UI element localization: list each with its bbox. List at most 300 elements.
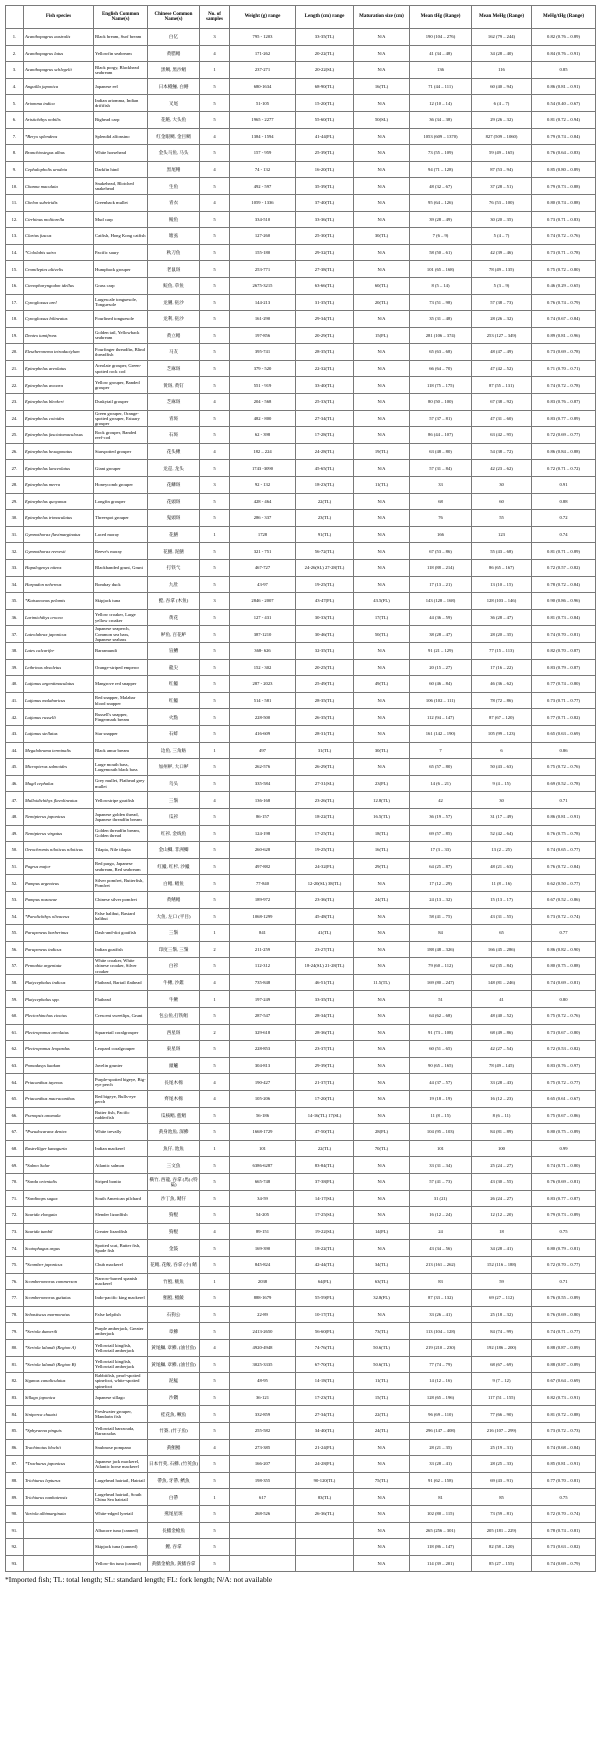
cell-samples: 5: [200, 228, 230, 245]
cell-index: 44.: [6, 742, 24, 759]
cell-index: 23.: [6, 394, 24, 411]
cell-chinese-name: 秋刀鱼: [148, 244, 200, 261]
table-row: [6, 808, 596, 825]
cell-maturation: N/A: [354, 394, 410, 411]
cell-index: 53.: [6, 891, 24, 908]
cell-index: 72.: [6, 1207, 24, 1224]
cell-english-name: Grey mullet, Flathead grey mullet: [94, 775, 148, 792]
cell-samples: 5: [200, 560, 230, 577]
cell-mehg: 166 (45 – 286): [472, 941, 532, 958]
cell-samples: 5: [200, 427, 230, 444]
cell-weight: 321 - 751: [230, 543, 296, 560]
cell-english-name: Indo-pacific king mackerel: [94, 1290, 148, 1307]
table-row: [6, 643, 596, 660]
cell-weight: 92 - 132: [230, 477, 296, 494]
cell-ratio: 0.78 (0.72 – 0.84): [532, 576, 596, 593]
cell-samples: 5: [200, 858, 230, 875]
cell-english-name: Golden threadfin bream, Golden thread: [94, 825, 148, 842]
cell-maturation: N/A: [354, 643, 410, 660]
cell-length: 56-60(FL): [296, 1323, 354, 1340]
cell-weight: 665-748: [230, 1174, 296, 1191]
cell-length: 83(TL): [296, 1489, 354, 1506]
table-row: [6, 277, 596, 294]
cell-english-name: Japanese golden thread, Japanese threadfin bream: [94, 808, 148, 825]
table-row: [6, 1439, 596, 1456]
cell-mehg: 59 (49 – 165): [472, 145, 532, 162]
cell-thg: 136: [410, 62, 472, 79]
cell-english-name: White trevally: [94, 1124, 148, 1141]
cell-samples: 5: [200, 1456, 230, 1473]
cell-maturation: N/A: [354, 925, 410, 942]
cell-mehg: 216 (107 – 299): [472, 1422, 532, 1439]
cell-species: Chelon subviridis: [24, 194, 94, 211]
cell-length: 30-33(TL): [296, 609, 354, 626]
cell-mehg: 8 (6 – 11): [472, 1107, 532, 1124]
cell-chinese-name: 包公鱼,打铁鲳: [148, 1008, 200, 1025]
table-row: [6, 991, 596, 1008]
cell-english-name: Yellow-fin tuna (canned): [94, 1555, 148, 1572]
table-row: [6, 825, 596, 842]
table-row: [6, 543, 596, 560]
cell-length: 64(FL): [296, 1273, 354, 1290]
cell-maturation: N/A: [354, 261, 410, 278]
cell-samples: 5: [200, 659, 230, 676]
cell-index: 42.: [6, 709, 24, 726]
cell-english-name: Leopard coralgrouper: [94, 1041, 148, 1058]
cell-chinese-name: 芝麻斑: [148, 360, 200, 377]
cell-maturation: N/A: [354, 145, 410, 162]
cell-samples: 5: [200, 692, 230, 709]
cell-ratio: 0.71: [532, 792, 596, 809]
table-row: [6, 1422, 596, 1439]
cell-samples: 5: [200, 327, 230, 344]
table-row: [6, 410, 596, 427]
cell-mehg: 63 (42 – 95): [472, 427, 532, 444]
cell-species: Variola albimarginata: [24, 1505, 94, 1522]
cell-english-name: Skipjack tuna: [94, 593, 148, 610]
cell-weight: 54-205: [230, 1207, 296, 1224]
cell-english-name: Darkfin hind: [94, 161, 148, 178]
cell-english-name: Giant grouper: [94, 460, 148, 477]
cell-english-name: White horsehead: [94, 145, 148, 162]
cell-ratio: 0.77 (0.71 – 0.82): [532, 709, 596, 726]
table-row: [6, 178, 596, 195]
cell-maturation: 19(TL): [354, 443, 410, 460]
cell-mehg: 6: [472, 742, 532, 759]
cell-english-name: Indian goatfish: [94, 941, 148, 958]
cell-species: Cynoglossus bilineatus: [24, 311, 94, 328]
table-row: [6, 1074, 596, 1091]
cell-weight: 56-186: [230, 1107, 296, 1124]
cell-mehg: 60: [472, 493, 532, 510]
cell-mehg: 827 (509 – 1060): [472, 128, 532, 145]
cell-index: 33.: [6, 560, 24, 577]
cell-thg: 57 (37 – 81): [410, 410, 472, 427]
cell-weight: 467-727: [230, 560, 296, 577]
cell-english-name: White croaker, White chinese croaker, Silver croaker: [94, 958, 148, 975]
cell-samples: 5: [200, 1190, 230, 1207]
cell-species: Scomberomorus commerson: [24, 1273, 94, 1290]
cell-ratio: 0.85: [532, 62, 596, 79]
cell-samples: 5: [200, 1472, 230, 1489]
cell-english-name: Yellowtail kingfish, Yellowtail amberjack: [94, 1356, 148, 1373]
cell-length: 30-46(TL): [296, 626, 354, 643]
cell-thg: 84: [410, 925, 472, 942]
cell-index: 32.: [6, 543, 24, 560]
cell-thg: 63 (48 – 80): [410, 443, 472, 460]
cell-mehg: 6 (4 – 7): [472, 95, 532, 112]
cell-ratio: 0.86 (0.82 – 0.90): [532, 941, 596, 958]
cell-species: Scomberomorus guttatus: [24, 1290, 94, 1307]
cell-species: *Katsuwonus pelamis: [24, 593, 94, 610]
cell-english-name: Star snapper: [94, 725, 148, 742]
cell-chinese-name: 生鱼: [148, 178, 200, 195]
table-row: [6, 1489, 596, 1506]
cell-species: Cynoglossus arel: [24, 294, 94, 311]
cell-species: Plectorhinchus cinctus: [24, 1008, 94, 1025]
cell-ratio: 0.81 (0.72 – 0.88): [532, 1406, 596, 1423]
cell-mehg: 25 (18 – 32): [472, 1306, 532, 1323]
cell-species: Epinephelus awoara: [24, 377, 94, 394]
cell-length: 10-17(TL): [296, 1306, 354, 1323]
cell-maturation: N/A: [354, 576, 410, 593]
cell-thg: 94 (71 – 128): [410, 161, 472, 178]
cell-english-name: Yellowstripe goatfish: [94, 792, 148, 809]
cell-index: 80.: [6, 1339, 24, 1356]
cell-chinese-name: 白亿: [148, 29, 200, 46]
cell-species: Siganus canaliculatus: [24, 1373, 94, 1390]
cell-chinese-name: 红鱲, 红杉, 沙鱲: [148, 858, 200, 875]
cell-samples: 5: [200, 808, 230, 825]
cell-chinese-name: 金山鲫, 非洲鲫: [148, 842, 200, 859]
cell-weight: 368- 626: [230, 643, 296, 660]
cell-maturation: 11(TL): [354, 1373, 410, 1390]
cell-chinese-name: 黃尾鰤, 章鰺, (油甘魚): [148, 1339, 200, 1356]
cell-samples: 5: [200, 1422, 230, 1439]
cell-index: 49.: [6, 825, 24, 842]
table-row: [6, 1240, 596, 1257]
cell-weight: 416-609: [230, 725, 296, 742]
cell-length: 56-72(TL): [296, 543, 354, 560]
cell-mehg: 48 (21 – 63): [472, 858, 532, 875]
cell-english-name: Javelin grunter: [94, 1057, 148, 1074]
cell-length: 41(TL): [296, 925, 354, 942]
cell-index: 40.: [6, 676, 24, 693]
cell-maturation: 34(TL): [354, 1256, 410, 1273]
cell-mehg: 123: [472, 526, 532, 543]
cell-samples: 1: [200, 991, 230, 1008]
cell-samples: 5: [200, 1306, 230, 1323]
cell-thg: 33: [410, 477, 472, 494]
cell-english-name: Mud carp: [94, 211, 148, 228]
cell-length: 19-22(SL): [296, 1223, 354, 1240]
cell-maturation: N/A: [354, 1207, 410, 1224]
cell-index: 64.: [6, 1074, 24, 1091]
cell-species: Pampus nozawae: [24, 891, 94, 908]
cell-species: Pomadasys kaakan: [24, 1057, 94, 1074]
cell-weight: 36-121: [230, 1389, 296, 1406]
cell-samples: 5: [200, 759, 230, 776]
cell-species: Pampus argenteus: [24, 875, 94, 892]
cell-species: Epinephelus bleekeri: [24, 394, 94, 411]
cell-samples: 5: [200, 294, 230, 311]
cell-index: 6.: [6, 111, 24, 128]
cell-index: 14.: [6, 244, 24, 261]
cell-samples: 5: [200, 875, 230, 892]
cell-thg: 101: [410, 1140, 472, 1157]
cell-species: Saurida tumbil: [24, 1223, 94, 1240]
cell-weight: 136-168: [230, 792, 296, 809]
cell-index: 16.: [6, 277, 24, 294]
cell-maturation: N/A: [354, 194, 410, 211]
cell-thg: 281 (106 – 374): [410, 327, 472, 344]
cell-length: 25-33(TL): [296, 394, 354, 411]
cell-length: 17-28(TL): [296, 427, 354, 444]
cell-mehg: 34 (28 – 41): [472, 1240, 532, 1257]
cell-length: 24-32(FL): [296, 858, 354, 875]
cell-english-name: Flathead: [94, 991, 148, 1008]
cell-index: 25.: [6, 427, 24, 444]
cell-index: 38.: [6, 643, 24, 660]
cell-chinese-name: 牛鳅, 沙錐: [148, 974, 200, 991]
header-cell-english-name: English Common Name(s): [94, 6, 148, 29]
cell-length: 28-34(TL): [296, 1008, 354, 1025]
cell-chinese-name: 黑尾鳍: [148, 161, 200, 178]
cell-ratio: 0.81 (0.72 – 0.94): [532, 111, 596, 128]
cell-mehg: 82 (58 – 120): [472, 1539, 532, 1556]
cell-index: 46.: [6, 775, 24, 792]
cell-mehg: 28 (20 – 35): [472, 626, 532, 643]
cell-chinese-name: 黄立鲳: [148, 327, 200, 344]
cell-english-name: Japanese eel: [94, 78, 148, 95]
cell-index: 17.: [6, 294, 24, 311]
cell-length: 24-26(SL) 27-28(TL): [296, 560, 354, 577]
cell-mehg: 68 (67 – 69): [472, 1356, 532, 1373]
cell-index: 2.: [6, 45, 24, 62]
cell-species: *Scomber japonicus: [24, 1256, 94, 1273]
cell-index: 69.: [6, 1157, 24, 1174]
cell-maturation: N/A: [354, 958, 410, 975]
cell-weight: 171-262: [230, 45, 296, 62]
cell-maturation: 11.5(TL): [354, 974, 410, 991]
cell-ratio: 0.80 (0.74 – 0.88): [532, 194, 596, 211]
cell-thg: 118 (88 – 214): [410, 560, 472, 577]
cell-species: *Beryx splendens: [24, 128, 94, 145]
cell-english-name: Indian ariomma, Indian driftfish: [94, 95, 148, 112]
cell-samples: 5: [200, 493, 230, 510]
cell-samples: 5: [200, 244, 230, 261]
cell-weight: 492 - 597: [230, 178, 296, 195]
cell-ratio: 0.82 (0.76 – 0.89): [532, 29, 596, 46]
table-row: [6, 161, 596, 178]
cell-length: 19-25(TL): [296, 576, 354, 593]
cell-species: Siniperca chuatsi: [24, 1406, 94, 1423]
cell-length: 17-25(SL): [296, 1207, 354, 1224]
cell-length: 20-22(TL): [296, 45, 354, 62]
cell-ratio: 0.73 (0.71 – 0.83): [532, 211, 596, 228]
table-row: [6, 908, 596, 925]
cell-chinese-name: 鲈鱼, 百花鲈: [148, 626, 200, 643]
cell-species: Pennahia argentata: [24, 958, 94, 975]
cell-chinese-name: 帶魚, 牙帶, 鱭魚: [148, 1472, 200, 1489]
cell-ratio: 0.80: [532, 991, 596, 1008]
cell-mehg: 25 (19 – 31): [472, 1439, 532, 1456]
cell-chinese-name: 红金眼鲷, 金目鲷: [148, 128, 200, 145]
cell-index: 81.: [6, 1356, 24, 1373]
cell-length: 28-35(TL): [296, 344, 354, 361]
cell-index: 60.: [6, 1008, 24, 1025]
cell-chinese-name: 瓜衫: [148, 808, 200, 825]
cell-species: Plectropomus leopardus: [24, 1041, 94, 1058]
cell-species: *Seriola lalandi (Region B): [24, 1356, 94, 1373]
cell-length: 24-28(FL): [296, 1456, 354, 1473]
cell-maturation: 63(TL): [354, 1273, 410, 1290]
cell-weight: 2846 - 2007: [230, 593, 296, 610]
cell-english-name: Japanese seaperch, Common sea bass, Japanese seabass: [94, 626, 148, 643]
cell-thg: 80 (50 – 100): [410, 394, 472, 411]
cell-ratio: 0.74 (0.69 – 0.79): [532, 1555, 596, 1572]
cell-samples: 4: [200, 1223, 230, 1240]
cell-species: *Cololabis saira: [24, 244, 94, 261]
cell-ratio: 0.83 (0.76 – 0.97): [532, 1057, 596, 1074]
cell-chinese-name: 金鼓: [148, 1240, 200, 1257]
cell-english-name: Humpback grouper: [94, 261, 148, 278]
cell-species: *Trachurus japonicus: [24, 1456, 94, 1473]
cell-length: 26-35(TL): [296, 709, 354, 726]
cell-ratio: 0.76 (0.75 – 0.78): [532, 825, 596, 842]
table-row: [6, 941, 596, 958]
cell-index: 31.: [6, 526, 24, 543]
cell-maturation: N/A: [354, 1174, 410, 1191]
cell-ratio: 0.73 (0.67 – 0.80): [532, 1024, 596, 1041]
cell-english-name: Chub mackerel: [94, 1256, 148, 1273]
cell-species: Trichiurus nanhaiensis: [24, 1489, 94, 1506]
cell-weight: 62 - 398: [230, 427, 296, 444]
cell-species: Epinephelus merra: [24, 477, 94, 494]
cell-weight: 551 - 919: [230, 377, 296, 394]
cell-chinese-name: 竹鮫, 鲅魚: [148, 1273, 200, 1290]
cell-maturation: N/A: [354, 543, 410, 560]
cell-maturation: N/A: [354, 692, 410, 709]
cell-mehg: 57 (38 – 73): [472, 294, 532, 311]
cell-chinese-name: 龙趸, 龙头: [148, 460, 200, 477]
cell-index: 22.: [6, 377, 24, 394]
cell-index: 70.: [6, 1174, 24, 1191]
cell-samples: 5: [200, 825, 230, 842]
cell-thg: 69 (57 – 85): [410, 825, 472, 842]
cell-thg: 67 (53 – 86): [410, 543, 472, 560]
table-row: [6, 360, 596, 377]
table-row: [6, 1522, 596, 1539]
cell-weight: 795 - 1203: [230, 29, 296, 46]
cell-length: 55-59(FL): [296, 1290, 354, 1307]
cell-maturation: 75(TL): [354, 1472, 410, 1489]
cell-thg: 143 (128 – 168): [410, 593, 472, 610]
cell-ratio: 0.75 (0.72 – 0.76): [532, 759, 596, 776]
cell-mehg: 148 (81 – 246): [472, 974, 532, 991]
cell-species: Lethrinus obsoletus: [24, 659, 94, 676]
cell-length: 29-32(TL): [296, 244, 354, 261]
cell-weight: 86-157: [230, 808, 296, 825]
cell-thg: 73 (51 – 98): [410, 294, 472, 311]
cell-maturation: 50(SL): [354, 111, 410, 128]
cell-length: 26-36(TL): [296, 1505, 354, 1522]
cell-ratio: 0.76 (0.74 – 0.79): [532, 294, 596, 311]
cell-mehg: 86 (65 – 167): [472, 560, 532, 577]
cell-weight: 228-853: [230, 1041, 296, 1058]
cell-mehg: 9 (4 – 15): [472, 775, 532, 792]
cell-samples: 4: [200, 161, 230, 178]
cell-species: Harpadon nehereus: [24, 576, 94, 593]
cell-species: Priacanthus macracanthus: [24, 1091, 94, 1108]
cell-mehg: 48 (40 – 52): [472, 1008, 532, 1025]
table-row: [6, 1124, 596, 1141]
cell-thg: 77 (74 – 79): [410, 1356, 472, 1373]
cell-index: 35.: [6, 593, 24, 610]
cell-species: Cirrhinus molitorella: [24, 211, 94, 228]
cell-maturation: 29(TL): [354, 858, 410, 875]
cell-species: Platycephalus spp.: [24, 991, 94, 1008]
cell-mehg: 47 (31 – 60): [472, 410, 532, 427]
cell-index: 41.: [6, 692, 24, 709]
table-row: [6, 1339, 596, 1356]
cell-mehg: 68 (49 – 86): [472, 1024, 532, 1041]
cell-mehg: 13 (10 – 15): [472, 576, 532, 593]
header-cell-index: [6, 6, 24, 29]
cell-english-name: Indian mackerel: [94, 1140, 148, 1157]
cell-chinese-name: 黄鳍鲳: [148, 891, 200, 908]
cell-chinese-name: 鲩鱼, 草鱼: [148, 277, 200, 294]
cell-index: 91.: [6, 1522, 24, 1539]
cell-weight: 144-213: [230, 294, 296, 311]
table-row: [6, 692, 596, 709]
cell-thg: 20 (15 – 27): [410, 659, 472, 676]
cell-length: 37-40(TL): [296, 194, 354, 211]
cell-ratio: 0.79 (0.74 – 0.84): [532, 128, 596, 145]
cell-maturation: N/A: [354, 62, 410, 79]
cell-species: Megalobrama terminalis: [24, 742, 94, 759]
cell-chinese-name: 红衫, 金线鱼: [148, 825, 200, 842]
cell-mehg: 28 (26 – 32): [472, 311, 532, 328]
table-row: [6, 842, 596, 859]
cell-samples: 5: [200, 344, 230, 361]
cell-chinese-name: 芝麻斑: [148, 394, 200, 411]
cell-species: Sebastiscus marmoratus: [24, 1306, 94, 1323]
cell-weight: [230, 1522, 296, 1539]
cell-mehg: 9 (7 – 12): [472, 1373, 532, 1390]
cell-weight: 198-355: [230, 1472, 296, 1489]
cell-length: 21-24(FL): [296, 1439, 354, 1456]
table-row: [6, 244, 596, 261]
cell-chinese-name: 長尾木棉: [148, 1074, 200, 1091]
cell-maturation: 20(TL): [354, 294, 410, 311]
table-row: [6, 1323, 596, 1340]
cell-mehg: 36 (28 – 47): [472, 609, 532, 626]
cell-length: 23-27(TL): [296, 941, 354, 958]
cell-thg: 265 (256 – 301): [410, 1522, 472, 1539]
cell-weight: 211-259: [230, 941, 296, 958]
cell-samples: 5: [200, 1555, 230, 1572]
cell-samples: 1: [200, 742, 230, 759]
cell-length: 91(TL): [296, 526, 354, 543]
cell-mehg: 43 (30 – 55): [472, 1174, 532, 1191]
cell-index: 18.: [6, 311, 24, 328]
cell-samples: 5: [200, 891, 230, 908]
table-row: [6, 958, 596, 975]
cell-mehg: 78 (49 – 145): [472, 1057, 532, 1074]
cell-thg: 190 (104 – 276): [410, 29, 472, 46]
cell-species: *Seriola lalandi (Region A): [24, 1339, 94, 1356]
